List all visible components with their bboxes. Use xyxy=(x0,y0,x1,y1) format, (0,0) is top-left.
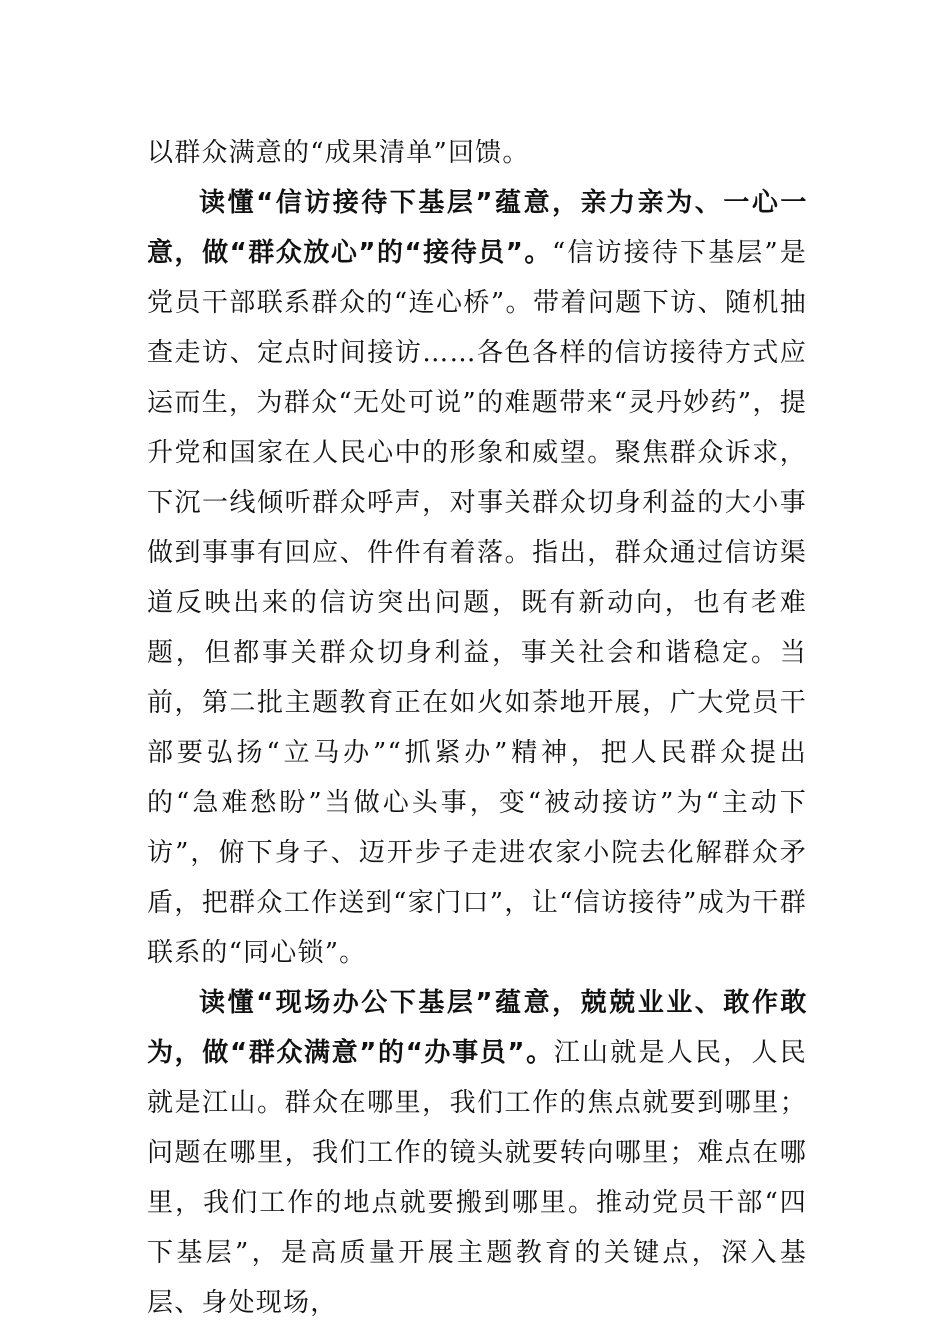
paragraph-text: “信访接待下基层”是党员干部联系群众的“连心桥”。带着问题下访、随机抽查走访、定点时间接访……各色各样的信访接待方式应运而生，为群众“无处可说”的难题带来“灵丹妙药”，提升党和国家在人民心中的形象和威望。聚焦群众诉求，下沉一线倾听群众呼声，对事关群众切身利益的大小事做到事事有回应、件件有着落。指出，群众通过信访渠道反映出来的信访突出问题，既有新动向，也有老难题，但都事关群众切身利益，事关社会和谐稳定。当前，第二批主题教育正在如火如荼地开展，广大党员干部要弘扬“立马办”“抓紧办”精神，把人民群众提出的“急难愁盼”当做心头事，变“被动接访”为“主动下访”，俯下身子、迈开步子走进农家小院去化解群众矛盾，把群众工作送到“家门口”，让“信访接待”成为干群联系的“同心锁”。 xyxy=(147,238,807,968)
document-body xyxy=(147,128,807,1328)
paragraph-continuation xyxy=(147,128,807,178)
paragraph-text: 江山就是人民，人民就是江山。群众在哪里，我们工作的焦点就要到哪里；问题在哪里，我们工作的镜头就要转向哪里；难点在哪里，我们工作的地点就要搬到哪里。推动党员干部“四下基层”，是高质量开展主题教育的关键点，深入基层、身处现场， xyxy=(147,1038,807,1318)
paragraph-text: 以群众满意的“成果清单”回馈。 xyxy=(147,138,530,168)
paragraph-petition-reception xyxy=(147,178,807,978)
paragraph-onsite-office xyxy=(147,978,807,1328)
paragraph-lead-heading: 读懂“现场办公下基层”蕴意，兢兢业业、敢作敢为，做“群众满意”的“办事员”。 xyxy=(147,988,807,1068)
paragraph-lead-heading: 读懂“信访接待下基层”蕴意，亲力亲为、一心一意，做“群众放心”的“接待员”。 xyxy=(147,188,807,268)
